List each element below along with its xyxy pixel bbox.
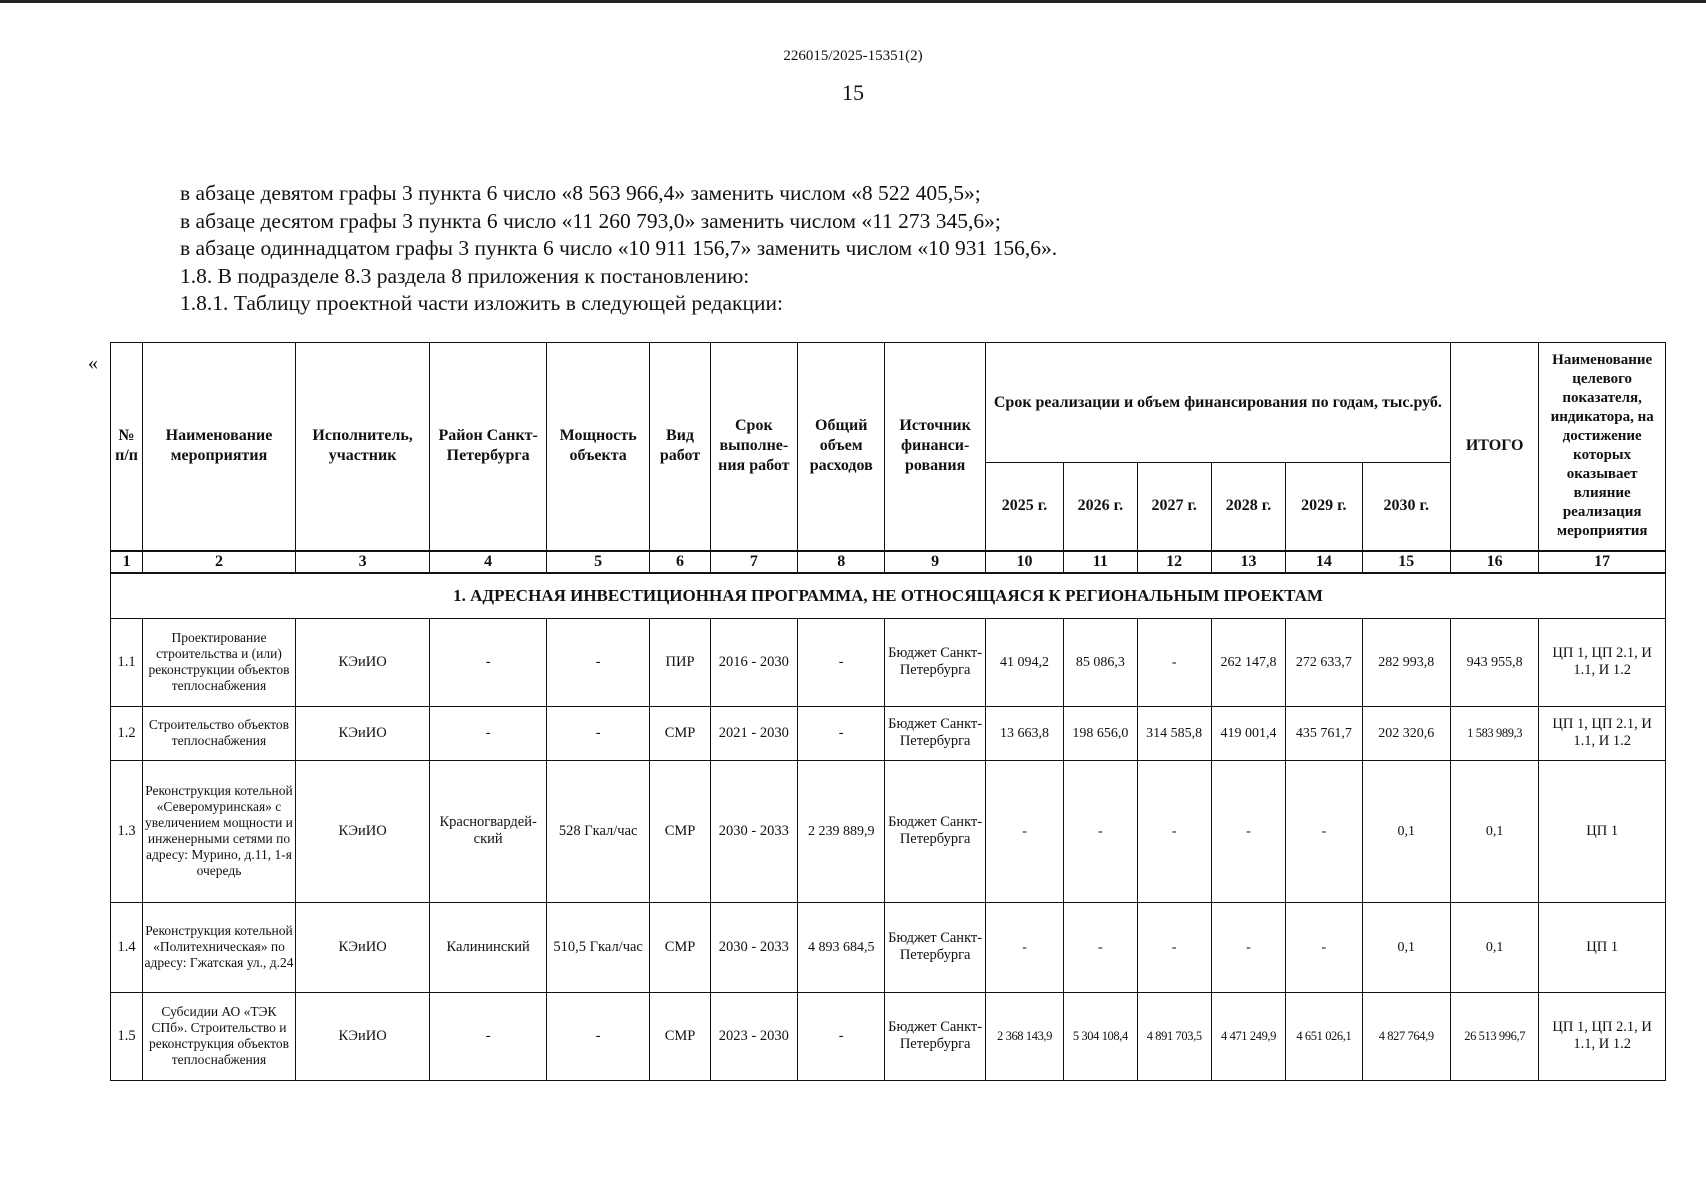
row-year-value: 4 891 703,5	[1137, 992, 1211, 1080]
row-year-value: -	[985, 902, 1063, 992]
column-number: 2	[143, 551, 296, 573]
row-num: 1.5	[111, 992, 143, 1080]
row-capacity: -	[546, 706, 649, 760]
row-year-value: -	[1137, 902, 1211, 992]
row-total-cost: -	[798, 706, 885, 760]
paragraph: в абзаце девятом графы 3 пункта 6 число «8 563 966,4» заменить числом «8 522 405,5»;	[180, 181, 981, 205]
row-executor: КЭиИО	[295, 902, 430, 992]
row-year-value: -	[985, 760, 1063, 902]
column-number: 3	[295, 551, 430, 573]
row-indicator: ЦП 1, ЦП 2.1, И 1.1, И 1.2	[1539, 618, 1666, 706]
row-source: Бюджет Санкт-Петербурга	[885, 760, 985, 902]
header-num: № п/п	[111, 343, 143, 551]
row-year-value: 314 585,8	[1137, 706, 1211, 760]
row-year-value: 198 656,0	[1064, 706, 1137, 760]
row-year-value: 4 827 764,9	[1362, 992, 1450, 1080]
row-year-value: 0,1	[1362, 902, 1450, 992]
paragraph: в абзаце одиннадцатом графы 3 пункта 6 число «10 911 156,7» заменить числом «10 931 156,6».	[180, 236, 1058, 260]
row-capacity: -	[546, 992, 649, 1080]
project-table	[110, 342, 1666, 1081]
column-number: 6	[650, 551, 710, 573]
row-year-value: 282 993,8	[1362, 618, 1450, 706]
row-term: 2016 - 2030	[710, 618, 797, 706]
header-district: Район Санкт-Петербурга	[430, 343, 547, 551]
row-year-value: 202 320,6	[1362, 706, 1450, 760]
row-work-type: СМР	[650, 902, 710, 992]
row-source: Бюджет Санкт-Петербурга	[885, 706, 985, 760]
row-term: 2021 - 2030	[710, 706, 797, 760]
column-number: 14	[1286, 551, 1362, 573]
column-number: 16	[1450, 551, 1538, 573]
row-year-value: -	[1211, 760, 1285, 902]
row-district: -	[430, 706, 547, 760]
header-capacity: Мощность объекта	[546, 343, 649, 551]
row-capacity: 510,5 Гкал/час	[546, 902, 649, 992]
row-total: 0,1	[1450, 902, 1538, 992]
table-row	[111, 992, 1666, 1080]
paragraph: 1.8.1. Таблицу проектной части изложить в следующей редакции:	[180, 291, 783, 315]
row-source: Бюджет Санкт-Петербурга	[885, 992, 985, 1080]
row-indicator: ЦП 1	[1539, 760, 1666, 902]
row-work-type: СМР	[650, 992, 710, 1080]
row-year-value: 0,1	[1362, 760, 1450, 902]
scan-top-border	[0, 0, 1706, 3]
paragraph: в абзаце десятом графы 3 пункта 6 число «11 260 793,0» заменить числом «11 273 345,6»;	[180, 208, 1001, 233]
row-year-value: 419 001,4	[1211, 706, 1285, 760]
row-year-value: 5 304 108,4	[1064, 992, 1137, 1080]
row-num: 1.1	[111, 618, 143, 706]
row-indicator: ЦП 1, ЦП 2.1, И 1.1, И 1.2	[1539, 706, 1666, 760]
document-number: 226015/2025-15351(2)	[783, 48, 923, 64]
page-number: 15	[842, 80, 864, 105]
row-work-type: ПИР	[650, 618, 710, 706]
table-row	[111, 618, 1666, 706]
row-capacity: -	[546, 618, 649, 706]
row-executor: КЭиИО	[295, 992, 430, 1080]
row-name: Реконструкция котельной «Северомуринская» с увеличением мощности и инженерными сетями по адресу: Мурино, д.11, 1-я очередь	[143, 760, 296, 902]
row-name: Субсидии АО «ТЭК СПб». Строительство и реконструкция объектов теплоснабжения	[143, 992, 296, 1080]
header-executor: Исполнитель, участник	[295, 343, 430, 551]
row-district: Калининский	[430, 902, 547, 992]
column-number: 17	[1539, 551, 1666, 573]
row-work-type: СМР	[650, 760, 710, 902]
row-year-value: 85 086,3	[1064, 618, 1137, 706]
row-indicator: ЦП 1	[1539, 902, 1666, 992]
row-work-type: СМР	[650, 706, 710, 760]
column-number: 5	[546, 551, 649, 573]
row-year-value: 4 651 026,1	[1286, 992, 1362, 1080]
column-number: 9	[885, 551, 985, 573]
column-number: 13	[1211, 551, 1285, 573]
header-year: 2030 г.	[1362, 463, 1450, 551]
row-year-value: -	[1211, 902, 1285, 992]
row-total: 26 513 996,7	[1450, 992, 1538, 1080]
header-work-type: Вид работ	[650, 343, 710, 551]
header-name: Наименование мероприятия	[143, 343, 296, 551]
row-year-value: 2 368 143,9	[985, 992, 1063, 1080]
row-year-value: -	[1137, 618, 1211, 706]
header-year: 2027 г.	[1137, 463, 1211, 551]
row-total: 943 955,8	[1450, 618, 1538, 706]
column-number: 1	[111, 551, 143, 573]
header-total-cost: Общий объем расходов	[798, 343, 885, 551]
column-number: 12	[1137, 551, 1211, 573]
header-indicator: Наименование целевого показателя, индикатора, на достижение которых оказывает влияние реализация мероприятия	[1539, 343, 1666, 551]
row-total-cost: 4 893 684,5	[798, 902, 885, 992]
header-year: 2026 г.	[1064, 463, 1137, 551]
row-year-value: 41 094,2	[985, 618, 1063, 706]
row-name: Проектирование строительства и (или) реконструкции объектов теплоснабжения	[143, 618, 296, 706]
row-num: 1.4	[111, 902, 143, 992]
row-source: Бюджет Санкт-Петербурга	[885, 902, 985, 992]
header-total: ИТОГО	[1450, 343, 1538, 551]
table-row	[111, 706, 1666, 760]
table-row	[111, 760, 1666, 902]
project-table-wrap	[110, 342, 1666, 1096]
table-row	[111, 902, 1666, 992]
row-num: 1.3	[111, 760, 143, 902]
row-year-value: -	[1064, 902, 1137, 992]
row-year-value: 4 471 249,9	[1211, 992, 1285, 1080]
row-indicator: ЦП 1, ЦП 2.1, И 1.1, И 1.2	[1539, 992, 1666, 1080]
row-year-value: 272 633,7	[1286, 618, 1362, 706]
column-number-row	[111, 551, 1666, 573]
row-district: -	[430, 618, 547, 706]
column-number: 11	[1064, 551, 1137, 573]
row-total: 0,1	[1450, 760, 1538, 902]
row-term: 2030 - 2033	[710, 902, 797, 992]
column-number: 4	[430, 551, 547, 573]
row-year-value: -	[1064, 760, 1137, 902]
header-source: Источник финанси-рования	[885, 343, 985, 551]
column-number: 7	[710, 551, 797, 573]
row-name: Строительство объектов теплоснабжения	[143, 706, 296, 760]
header-year: 2025 г.	[985, 463, 1063, 551]
header-term: Срок выполне-ния работ	[710, 343, 797, 551]
row-total-cost: -	[798, 992, 885, 1080]
opening-quote: «	[88, 352, 98, 374]
row-year-value: 435 761,7	[1286, 706, 1362, 760]
row-year-value: 13 663,8	[985, 706, 1063, 760]
paragraph: 1.8. В подразделе 8.3 раздела 8 приложения к постановлению:	[180, 263, 750, 288]
header-year: 2029 г.	[1286, 463, 1362, 551]
amendment-text	[180, 180, 1057, 318]
row-capacity: 528 Гкал/час	[546, 760, 649, 902]
row-executor: КЭиИО	[295, 760, 430, 902]
row-term: 2030 - 2033	[710, 760, 797, 902]
row-name: Реконструкция котельной «Политехническая» по адресу: Гжатская ул., д.24	[143, 902, 296, 992]
row-executor: КЭиИО	[295, 618, 430, 706]
row-year-value: -	[1137, 760, 1211, 902]
row-total-cost: -	[798, 618, 885, 706]
row-executor: КЭиИО	[295, 706, 430, 760]
column-number: 10	[985, 551, 1063, 573]
row-year-value: 262 147,8	[1211, 618, 1285, 706]
section-title: 1. АДРЕСНАЯ ИНВЕСТИЦИОННАЯ ПРОГРАММА, НЕ ОТНОСЯЩАЯСЯ К РЕГИОНАЛЬНЫМ ПРОЕКТАМ	[111, 573, 1666, 619]
column-number: 8	[798, 551, 885, 573]
header-year: 2028 г.	[1211, 463, 1285, 551]
column-number: 15	[1362, 551, 1450, 573]
row-district: Красногвардей-ский	[430, 760, 547, 902]
row-term: 2023 - 2030	[710, 992, 797, 1080]
row-num: 1.2	[111, 706, 143, 760]
header-years-group: Срок реализации и объем финансирования по годам, тыс.руб.	[985, 343, 1450, 463]
row-year-value: -	[1286, 902, 1362, 992]
row-total: 1 583 989,3	[1450, 706, 1538, 760]
row-district: -	[430, 992, 547, 1080]
row-source: Бюджет Санкт-Петербурга	[885, 618, 985, 706]
row-year-value: -	[1286, 760, 1362, 902]
row-total-cost: 2 239 889,9	[798, 760, 885, 902]
